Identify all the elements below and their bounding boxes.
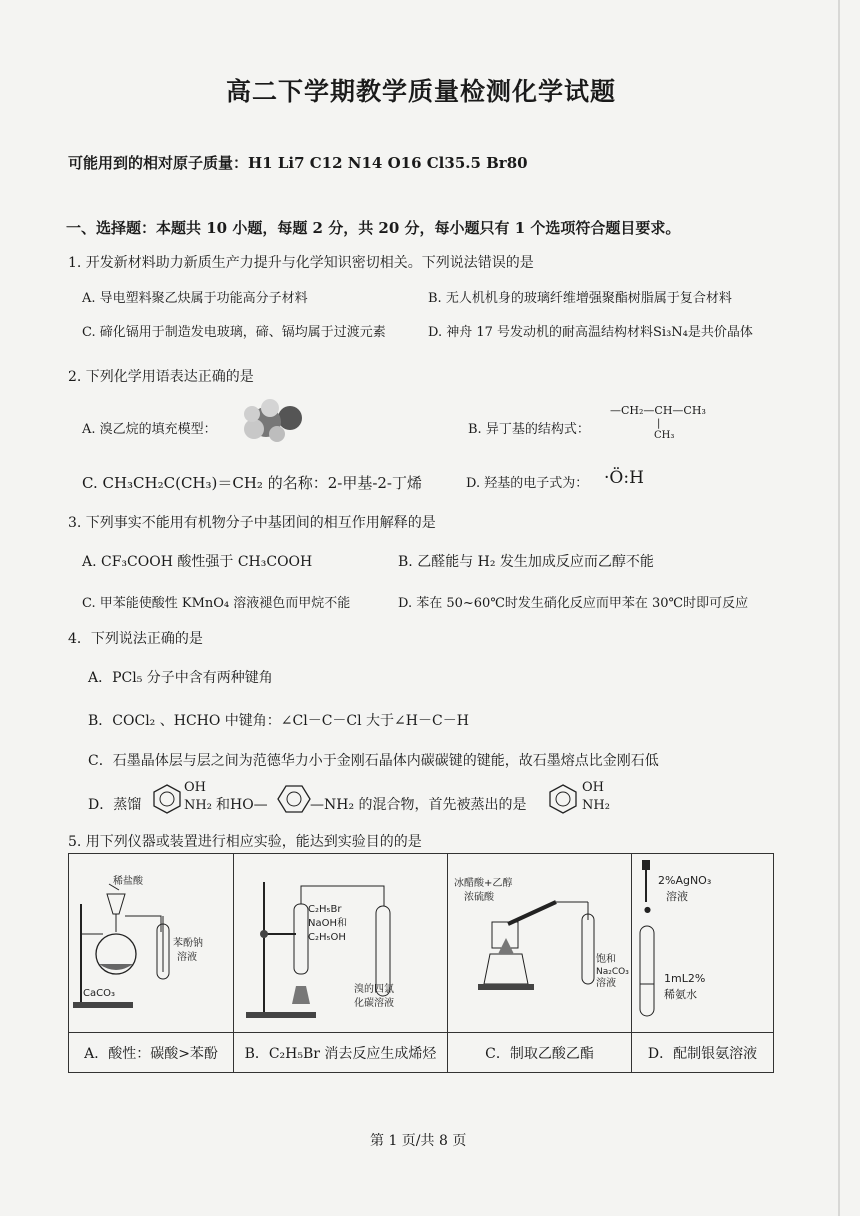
aminophenol-ring-1 bbox=[150, 782, 184, 816]
q1-option-a: A. 导电塑料聚乙炔属于功能高分子材料 bbox=[82, 291, 308, 306]
bromoethane-space-filling-model bbox=[232, 396, 304, 446]
fig-c-solution-3: 溶液 bbox=[596, 978, 616, 989]
fig-a-acid-label: 稀盐酸 bbox=[113, 876, 143, 887]
hydroxyl-electron-formula: ·Ö:H bbox=[604, 468, 644, 488]
oh-label-1: OH bbox=[184, 780, 206, 795]
q4-option-d-prefix: D．蒸馏 bbox=[88, 797, 142, 813]
fig-b-solution-2: 化碳溶液 bbox=[354, 998, 394, 1009]
q5-stem: 5. 用下列仪器或装置进行相应实验，能达到实验目的的是 bbox=[68, 834, 422, 850]
q2-stem: 2. 下列化学用语表达正确的是 bbox=[68, 369, 254, 385]
isobutyl-bond: | bbox=[657, 418, 661, 429]
fig-a-solid-label: CaCO₃ bbox=[83, 988, 115, 999]
figure-d-cell bbox=[632, 854, 774, 1033]
figure-b-apparatus bbox=[234, 854, 447, 1028]
section-heading: 一、选择题：本题共 10 小题，每题 2 分，共 20 分，每小题只有 1 个选项符合题目要求。 bbox=[66, 219, 681, 237]
page-number: 第 1 页/共 8 页 bbox=[370, 1133, 467, 1149]
fig-b-reagent-3: C₂H₅OH bbox=[308, 932, 346, 943]
caption-b: B．C₂H₅Br 消去反应生成烯烃 bbox=[234, 1033, 448, 1073]
q4-stem: 4．下列说法正确的是 bbox=[68, 631, 203, 647]
q4-option-d-mid: 和HO— bbox=[216, 797, 268, 813]
fig-c-reagent-1: 冰醋酸+乙醇 bbox=[454, 878, 513, 889]
q3-option-a: A. CF₃COOH 酸性强于 CH₃COOH bbox=[82, 554, 313, 570]
fig-b-solution-1: 溴的四氯 bbox=[354, 984, 394, 995]
q1-option-b: B. 无人机机身的玻璃纤维增强聚酯树脂属于复合材料 bbox=[428, 291, 732, 306]
fig-c-solution-2: Na₂CO₃ bbox=[596, 967, 629, 977]
fig-d-top-label-1: 2%AgNO₃ bbox=[658, 874, 712, 887]
caption-d: D．配制银氨溶液 bbox=[632, 1033, 774, 1073]
figure-d-apparatus bbox=[632, 854, 773, 1028]
fig-c-solution-1: 饱和 bbox=[596, 954, 616, 965]
q2-option-b: B. 异丁基的结构式： bbox=[468, 422, 590, 437]
fig-d-bottom-label-1: 1mL2% bbox=[664, 972, 706, 985]
fig-a-solution-label: 苯酚钠 bbox=[173, 938, 203, 949]
figure-a-cell bbox=[69, 854, 234, 1033]
fig-c-reagent-2: 浓硫酸 bbox=[464, 892, 494, 903]
q3-option-d: D. 苯在 50~60℃时发生硝化反应而甲苯在 30℃时即可反应 bbox=[398, 596, 749, 611]
page-title: 高二下学期教学质量检测化学试题 bbox=[226, 77, 617, 106]
atomic-mass-line: 可能用到的相对原子质量：H1 Li7 C12 N14 O16 Cl35.5 Br80 bbox=[68, 154, 528, 172]
aminophenol-ring-2 bbox=[546, 782, 580, 816]
fig-b-reagent-1: C₂H₅Br bbox=[308, 904, 342, 915]
q1-stem: 1. 开发新材料助力新质生产力提升与化学知识密切相关。下列说法错误的是 bbox=[68, 255, 534, 271]
q2-option-a: A. 溴乙烷的填充模型： bbox=[82, 422, 217, 437]
experiment-table bbox=[68, 853, 774, 1073]
figure-a-apparatus bbox=[69, 854, 233, 1028]
page-edge bbox=[838, 0, 840, 1216]
q3-stem: 3. 下列事实不能用有机物分子中基团间的相互作用解释的是 bbox=[68, 515, 436, 531]
caption-a: A．酸性：碳酸>苯酚 bbox=[69, 1033, 234, 1073]
fig-a-solution-label-2: 溶液 bbox=[177, 952, 197, 963]
figure-c-apparatus bbox=[448, 854, 631, 1028]
caption-c: C．制取乙酸乙酯 bbox=[448, 1033, 632, 1073]
fig-b-reagent-2: NaOH和 bbox=[308, 918, 347, 929]
q2-option-d: D. 羟基的电子式为： bbox=[466, 476, 589, 491]
isobutyl-formula-branch: CH₃ bbox=[654, 430, 675, 441]
q1-option-d: D. 神舟 17 号发动机的耐高温结构材料Si₃N₄是共价晶体 bbox=[428, 325, 753, 340]
isobutyl-formula-main: —CH₂—CH—CH₃ bbox=[610, 404, 706, 417]
nh2-label-1: NH₂ bbox=[184, 798, 212, 813]
q3-option-c: C. 甲苯能使酸性 KMnO₄ 溶液褪色而甲烷不能 bbox=[82, 596, 351, 611]
q4-option-d-mid2: —NH₂ 的混合物，首先被蒸出的是 bbox=[310, 797, 527, 813]
q4-option-a: A．PCl₅ 分子中含有两种键角 bbox=[88, 670, 273, 686]
fig-d-bottom-label-2: 稀氨水 bbox=[664, 988, 697, 1001]
svg-text:●: ● bbox=[644, 905, 651, 914]
q2-option-c: C. CH₃CH₂C(CH₃)＝CH₂ 的名称：2-甲基-2-丁烯 bbox=[82, 474, 423, 492]
q4-option-b: B．COCl₂ 、HCHO 中键角：∠Cl－C－Cl 大于∠H－C－H bbox=[88, 713, 469, 729]
figure-b-cell bbox=[234, 854, 448, 1033]
q1-option-c: C. 碲化镉用于制造发电玻璃，碲、镉均属于过渡元素 bbox=[82, 325, 386, 340]
figure-c-cell bbox=[448, 854, 632, 1033]
oh-label-2: OH bbox=[582, 780, 604, 795]
nh2-label-2: NH₂ bbox=[582, 798, 610, 813]
q4-option-c: C．石墨晶体层与层之间为范德华力小于金刚石晶体内碳碳键的键能，故石墨熔点比金刚石低 bbox=[88, 753, 659, 769]
q3-option-b: B. 乙醛能与 H₂ 发生加成反应而乙醇不能 bbox=[398, 554, 654, 570]
fig-d-top-label-2: 溶液 bbox=[666, 890, 688, 903]
